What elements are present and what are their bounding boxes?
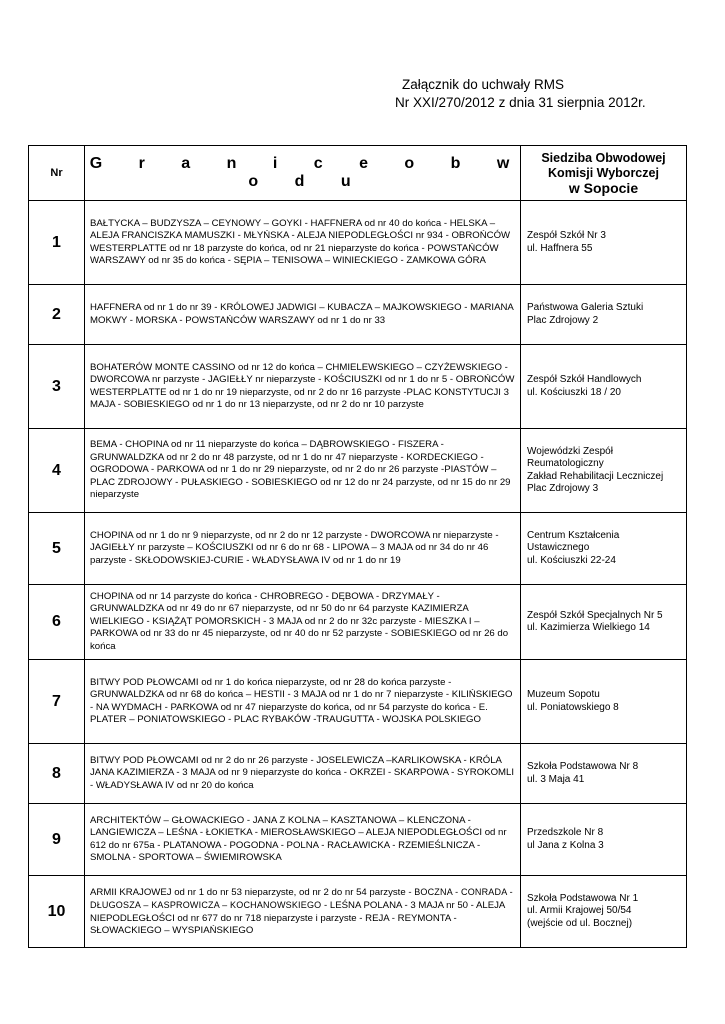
district-boundaries: BEMA - CHOPINA od nr 11 nieparzyste do końca – DĄBROWSKIEGO - FISZERA - GRUNWALDZKA od nr 2 do nr 48 parzyste, od nr 1 do nr 47 nieparzyste - KORDECKIEGO - OGRODOWA - PARKOWA od nr 1 do nr 29 nieparzyste, od nr 2 do nr 26 parzyste -PIASTÓW – PLAC ZDROJOWY - PUŁASKIEGO - SOBIESKIEGO od nr 12 do nr 24 parzyste, od nr 15 do nr 29 nieparzyste	[85, 429, 521, 513]
district-boundaries: BITWY POD PŁOWCAMI od nr 1 do końca nieparzyste, od nr 28 do końca parzyste - GRUNWALDZKA od nr 68 do końca – HESTII - 3 MAJA od nr 1 do nr 7 nieparzyste - KILIŃSKIEGO - NA WYDMACH - PARKOWA od nr 47 nieparzyste do końca, od nr 54 parzyste do końca - E. PLATER – PONIATOWSKIEGO - PLAC RYBAKÓW -TRAUGUTTA - WOJSKA POLSKIEGO	[85, 660, 521, 744]
table-row	[29, 429, 687, 513]
column-header-granice: G r a n i c e o b w o d u	[85, 146, 521, 201]
district-number: 5	[29, 513, 85, 585]
district-number: 7	[29, 660, 85, 744]
commission-seat: Szkoła Podstawowa Nr 8 ul. 3 Maja 41	[521, 744, 687, 804]
column-header-nr: Nr	[29, 146, 85, 201]
district-table	[28, 145, 687, 948]
district-boundaries: BOHATERÓW MONTE CASSINO od nr 12 do końca – CHMIELEWSKIEGO – CZYŻEWSKIEGO -DWORCOWA nr parzyste - JAGIEŁŁY nr nieparzyste - KOŚCIUSZKI od nr 1 do nr 5 - OBROŃCÓW WESTERPLATTE od nr 1 do nr 19 nieparzyste, od nr 2 do nr 16 parzyste -PLAC KONSTYTUCJI 3 MAJA - SOBIESKIEGO od nr 1 do nr 13 nieparzyste, od nr 2 do nr 10 parzyste	[85, 345, 521, 429]
table-row	[29, 285, 687, 345]
district-number: 6	[29, 585, 85, 660]
district-number: 3	[29, 345, 85, 429]
commission-seat: Wojewódzki Zespół Reumatologiczny Zakład Rehabilitacji Leczniczej Plac Zdrojowy 3	[521, 429, 687, 513]
table-row	[29, 876, 687, 948]
commission-seat: Zespół Szkół Specjalnych Nr 5 ul. Kazimierza Wielkiego 14	[521, 585, 687, 660]
attachment-title: Załącznik do uchwały RMS	[402, 77, 565, 92]
district-boundaries: ARCHITEKTÓW – GŁOWACKIEGO - JANA Z KOLNA – KASZTANOWA – KLENCZONA - LANGIEWICZA – LEŚNA - ŁOKIETKA - MIEROSŁAWSKIEGO – ALEJA NIEPODLEGŁOŚCI od nr 612 do nr 675a - PLATANOWA - POGODNA - POLNA - RACŁAWICKA - RZEMIEŚLNICZA - SMOLNA - SPORTOWA – ŚWIEMIROWSKA	[85, 804, 521, 876]
resolution-reference: Nr XXI/270/2012 z dnia 31 sierpnia 2012r.	[395, 95, 646, 110]
commission-seat: Państwowa Galeria Sztuki Plac Zdrojowy 2	[521, 285, 687, 345]
table-row	[29, 201, 687, 285]
commission-seat: Centrum Kształcenia Ustawicznego ul. Kościuszki 22-24	[521, 513, 687, 585]
district-number: 9	[29, 804, 85, 876]
table-row	[29, 513, 687, 585]
district-number: 8	[29, 744, 85, 804]
district-boundaries: BAŁTYCKA – BUDZYSZA – CEYNOWY – GOYKI - HAFFNERA od nr 40 do końca - HELSKA – ALEJA FRANCISZKA MAMUSZKI - MŁYŃSKA - ALEJA NIEPODLEGŁOŚCI nr 934 - OBROŃCÓW WESTERPLATTE od nr 18 parzyste do końca, od nr 21 nieparzyste do końca - POWSTAŃCÓW WARSZAWY od nr 35 do końca - SĘPIA – TENISOWA – WINIECKIEGO - ZAMKOWA GÓRA	[85, 201, 521, 285]
district-number: 2	[29, 285, 85, 345]
district-boundaries: CHOPINA od nr 14 parzyste do końca - CHROBREGO - DĘBOWA - DRZYMAŁY - GRUNWALDZKA od nr 49 do nr 67 nieparzyste, od nr 50 do nr 64 parzyste KAZIMIERZA WIELKIEGO - KSIĄŻĄT POMORSKICH - 3 MAJA od nr 2 do nr 32c parzyste - MIESZKA I – PARKOWA od nr 33 do nr 45 nieparzyste, od nr 40 do nr 52 parzyste - SOBIESKIEGO od nr 26 do końca	[85, 585, 521, 660]
table-row	[29, 585, 687, 660]
commission-seat: Muzeum Sopotu ul. Poniatowskiego 8	[521, 660, 687, 744]
table-row	[29, 744, 687, 804]
table-row	[29, 660, 687, 744]
commission-seat: Zespół Szkół Handlowych ul. Kościuszki 18 / 20	[521, 345, 687, 429]
commission-seat: Przedszkole Nr 8 ul Jana z Kolna 3	[521, 804, 687, 876]
district-number: 1	[29, 201, 85, 285]
district-boundaries: CHOPINA od nr 1 do nr 9 nieparzyste, od nr 2 do nr 12 parzyste - DWORCOWA nr nieparzyste - JAGIEŁŁY nr parzyste – KOŚCIUSZKI od nr 6 do nr 68 - LIPOWA – 3 MAJA od nr 34 do nr 46 parzyste - SKŁODOWSKIEJ-CURIE - WŁADYSŁAWA IV od nr 1 do nr 19	[85, 513, 521, 585]
district-number: 10	[29, 876, 85, 948]
column-header-siedziba: Siedziba Obwodowej Komisji Wyborczej w Sopocie	[521, 146, 687, 201]
district-boundaries: ARMII KRAJOWEJ od nr 1 do nr 53 nieparzyste, od nr 2 do nr 54 parzyste - BOCZNA - CONRADA - DŁUGOSZA – KASPROWICZA – KOCHANOWSKIEGO - LEŚNA POLANA - 3 MAJA nr 50 - ALEJA NIEPODLEGŁOŚCI od nr 677 do nr 718 nieparzyste i parzyste - REJA - REYMONTA - SŁOWACKIEGO – WYSPIAŃSKIEGO	[85, 876, 521, 948]
table-header-row	[29, 146, 687, 201]
commission-seat: Szkoła Podstawowa Nr 1 ul. Armii Krajowej 50/54 (wejście od ul. Bocznej)	[521, 876, 687, 948]
district-number: 4	[29, 429, 85, 513]
commission-seat: Zespół Szkół Nr 3 ul. Haffnera 55	[521, 201, 687, 285]
district-boundaries: HAFFNERA od nr 1 do nr 39 - KRÓLOWEJ JADWIGI – KUBACZA – MAJKOWSKIEGO - MARIANA MOKWY - MORSKA - POWSTAŃCÓW WARSZAWY od nr 1 do nr 33	[85, 285, 521, 345]
table-row	[29, 804, 687, 876]
district-boundaries: BITWY POD PŁOWCAMI od nr 2 do nr 26 parzyste - JOSELEWICZA –KARLIKOWSKA - KRÓLA JANA KAZIMIERZA - 3 MAJA od nr 9 nieparzyste do końca - OKRZEI - SKARPOWA - SYROKOMLI - WŁADYSŁAWA IV od nr 20 do końca	[85, 744, 521, 804]
table-row	[29, 345, 687, 429]
